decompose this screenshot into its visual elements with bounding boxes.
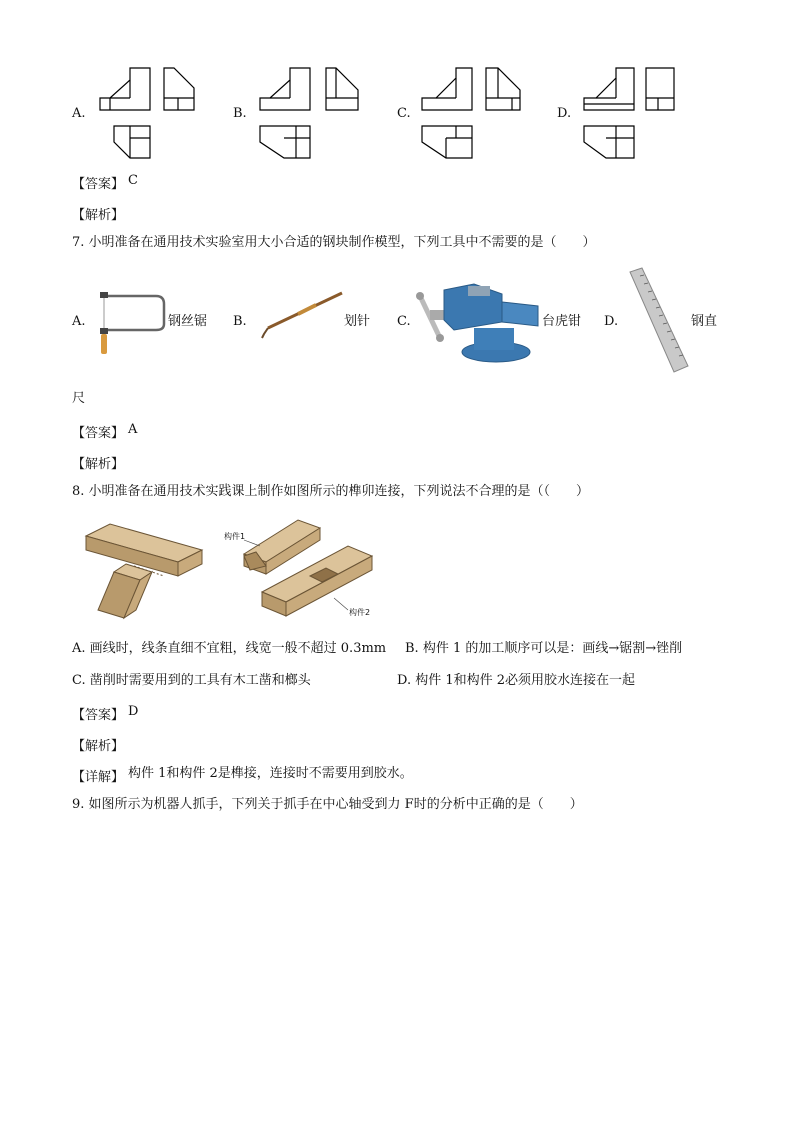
q6-option-b-views — [256, 64, 366, 160]
q6-option-a-views — [96, 64, 198, 160]
q7-option-c-letter[interactable]: C. — [397, 314, 411, 329]
mortise-tenon-assembled-image — [82, 520, 208, 620]
q8-option-c[interactable]: C. 凿削时需要用到的工具有木工凿和榔头 — [72, 673, 311, 688]
q7-option-a-letter[interactable]: A. — [72, 314, 86, 329]
q7-answer: A — [128, 422, 138, 437]
q7-option-d-label-wrap: 尺 — [72, 391, 86, 406]
q8-option-a[interactable]: A. 画线时，线条直细不宜粗，线宽一般不超过 0.3mm — [72, 641, 387, 656]
coping-saw-image — [96, 286, 168, 358]
q8-option-b[interactable]: B. 构件 1 的加工顺序可以是：画线→锯割→锉削 — [405, 641, 683, 656]
q8-figure-label-part2: 构件2 — [349, 608, 371, 617]
q8-answer: D — [128, 704, 139, 719]
q6-option-c-views — [418, 64, 528, 160]
q6-option-a-letter[interactable]: A. — [72, 106, 86, 121]
bench-vise-image — [414, 276, 542, 372]
q7-analysis-tag: 【解析】 — [72, 457, 125, 472]
q8-answer-tag: 【答案】 — [72, 708, 125, 723]
steel-ruler-image — [626, 266, 692, 376]
q6-answer: C — [128, 173, 138, 188]
q8-detail-tag: 【详解】 — [72, 770, 125, 785]
q6-option-b-letter[interactable]: B. — [233, 106, 247, 121]
q6-answer-tag: 【答案】 — [72, 177, 125, 192]
q8-option-d[interactable]: D. 构件 1和构件 2必须用胶水连接在一起 — [397, 673, 636, 688]
q8-figure-label-part1: 构件1 — [224, 532, 246, 541]
scriber-image — [258, 290, 344, 340]
q7-option-b-letter[interactable]: B. — [233, 314, 247, 329]
q7-option-b-label: 划针 — [344, 314, 371, 329]
q9-stem: 9. 如图所示为机器人抓手，下列关于抓手在中心轴受到力 F时的分析中正确的是（ ） — [72, 797, 583, 812]
q7-option-d-label: 钢直 — [691, 314, 718, 329]
q7-option-d-letter[interactable]: D. — [604, 314, 619, 329]
q8-stem: 8. 小明准备在通用技术实践课上制作如图所示的榫卯连接，下列说法不合理的是（（ ） — [72, 484, 590, 499]
q6-analysis-tag: 【解析】 — [72, 208, 125, 223]
q7-option-a-label: 钢丝锯 — [168, 314, 208, 329]
q8-detail: 构件 1和构件 2是榫接，连接时不需要用到胶水。 — [128, 766, 413, 781]
q6-option-d-letter[interactable]: D. — [557, 106, 572, 121]
q7-stem: 7. 小明准备在通用技术实验室用大小合适的钢块制作模型，下列工具中不需要的是（ ） — [72, 235, 596, 250]
q7-answer-tag: 【答案】 — [72, 426, 125, 441]
q7-option-c-label: 台虎钳 — [542, 314, 582, 329]
q8-analysis-tag: 【解析】 — [72, 739, 125, 754]
q6-option-c-letter[interactable]: C. — [397, 106, 411, 121]
q6-option-d-views — [580, 64, 680, 160]
